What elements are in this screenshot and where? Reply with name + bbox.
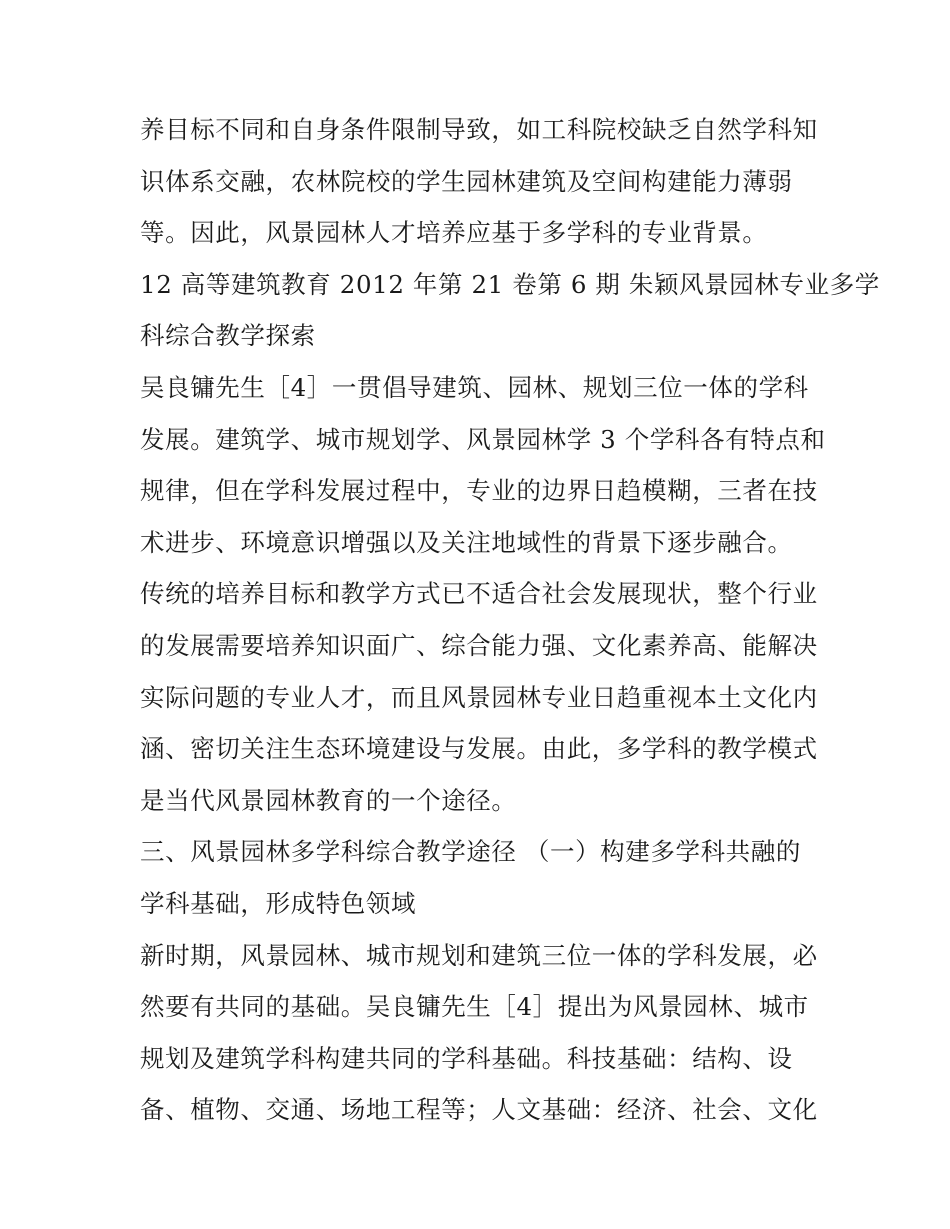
text-line: 吴良镛先生［4］一贯倡导建筑、园林、规划三位一体的学科 [140,372,809,402]
text-line: 规划及建筑学科构建共同的学科基础。科技基础：结构、设 [140,1043,793,1073]
text-line: 然要有共同的基础。吴良镛先生［4］提出为风景园林、城市 [140,992,809,1022]
text-line: 等。因此，风景园林人才培养应基于多学科的专业背景。 [140,218,768,248]
text-line: 识体系交融，农林院校的学生园林建筑及空间构建能力薄弱 [140,166,793,196]
text-line: 科综合教学探索 [140,321,316,351]
text-line: 12 高等建筑教育 2012 年第 21 卷第 6 期 朱颖风景园林专业多学 [140,269,880,299]
text-line: 养目标不同和自身条件限制导致，如工科院校缺乏自然学科知 [140,115,818,144]
text-line: 备、植物、交通、场地工程等；人文基础：经济、社会、文化 [140,1095,818,1125]
text-line: 术进步、环境意识增强以及关注地域性的背景下逐步融合。 [140,527,793,557]
text-line: 发展。建筑学、城市规划学、风景园林学 3 个学科各有特点和 [140,424,826,454]
text-line: 的发展需要培养知识面广、综合能力强、文化素养高、能解决 [140,630,818,660]
text-line: 三、风景园林多学科综合教学途径 （一）构建多学科共融的 [140,837,801,867]
text-line: 涵、密切关注生态环境建设与发展。由此，多学科的教学模式 [140,734,818,764]
text-line: 传统的培养目标和教学方式已不适合社会发展现状，整个行业 [140,579,818,609]
body-text [140,104,880,1136]
text-line: 实际问题的专业人才，而且风景园林专业日趋重视本土文化内 [140,682,818,712]
text-line: 学科基础，形成特色领域 [140,888,417,918]
text-line: 规律，但在学科发展过程中，专业的边界日趋模糊，三者在技 [140,476,818,506]
text-line: 新时期，风景园林、城市规划和建筑三位一体的学科发展，必 [140,940,818,970]
text-line: 是当代风景园林教育的一个途径。 [140,785,517,815]
